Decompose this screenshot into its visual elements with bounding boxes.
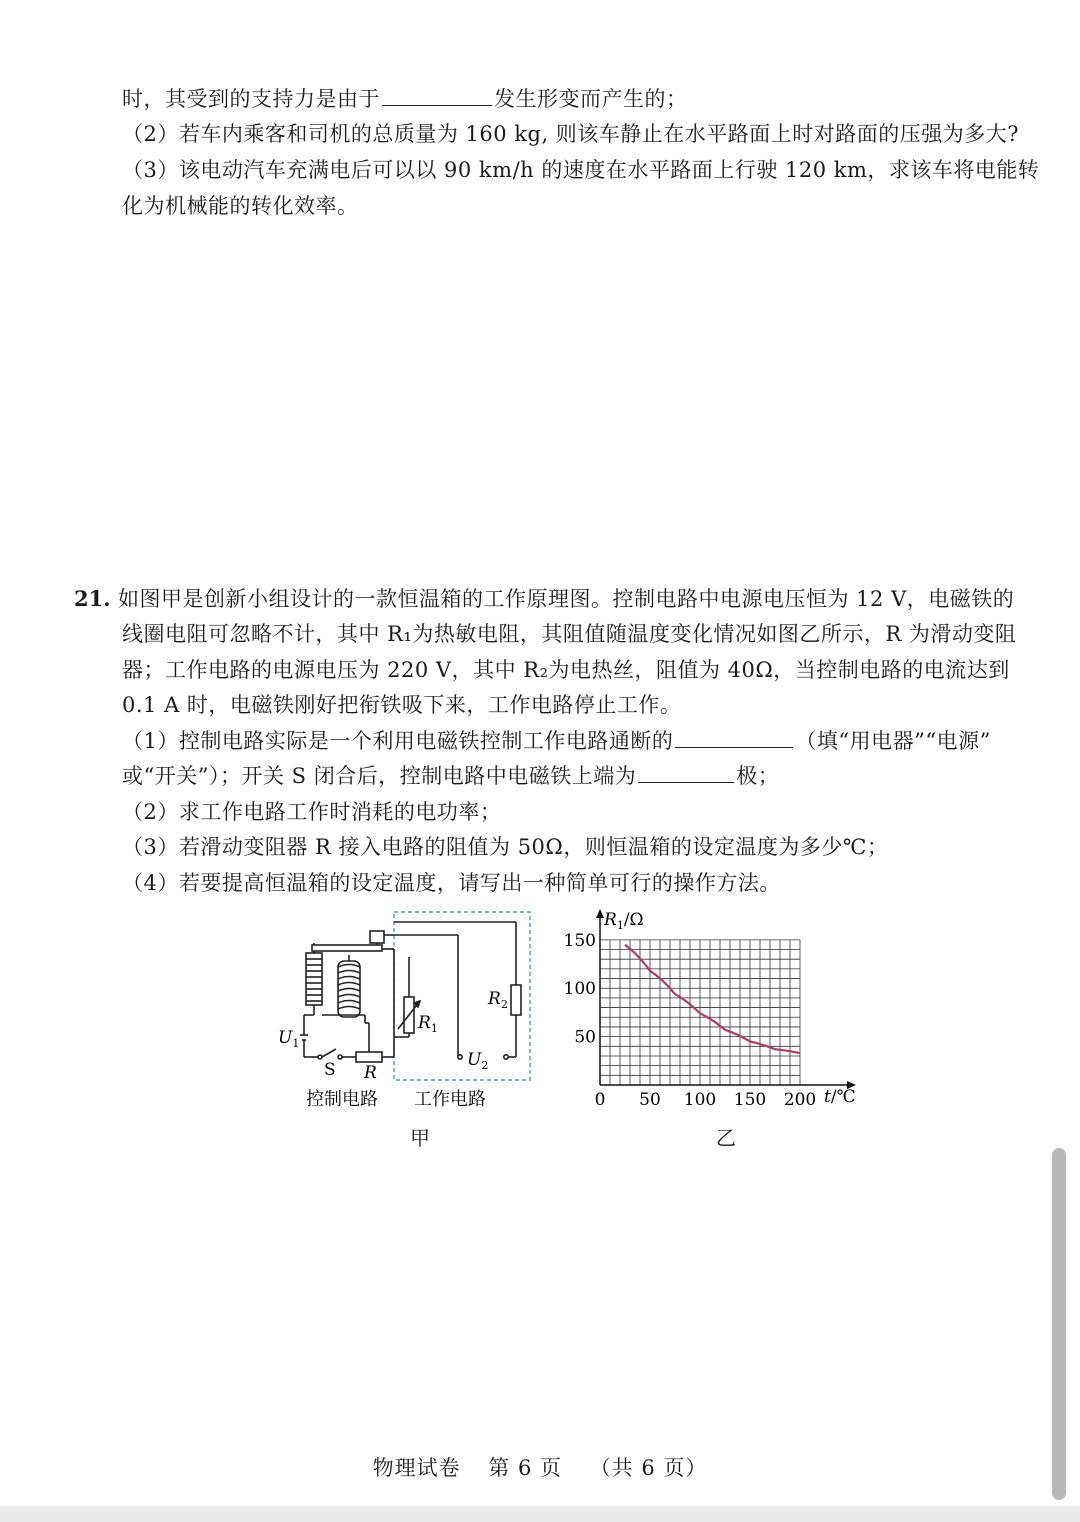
- y-tick-label: 50: [574, 1027, 596, 1048]
- thermistor-r1: [394, 957, 420, 1037]
- caption-work-circuit: 工作电路: [414, 1089, 486, 1110]
- y-tick-label: 150: [563, 930, 596, 951]
- work-circuit: [394, 922, 521, 1059]
- x-axis-label: t/℃: [824, 1087, 856, 1105]
- circuit-diagram: [270, 905, 540, 1115]
- q21-sub-1: [122, 726, 991, 756]
- x-tick-label: 50: [639, 1090, 661, 1105]
- q21-line-2: 线圈电阻可忽略不计，其中 R₁为热敏电阻，其阻值随温度变化情况如图乙所示，R 为滑动变阻: [122, 622, 1017, 646]
- q20-sub-2: （2）若车内乘客和司机的总质量为 160 kg, 则该车静止在水平路面上时对路面的压强为多大?: [122, 122, 1020, 146]
- y-axis-arrow: [596, 909, 604, 918]
- q21-sub-1-cont-text: 或“开关”）；开关 S 闭合后，控制电路中电磁铁上端为: [122, 764, 637, 788]
- thermistor-chart: [560, 905, 870, 1105]
- q21-sub-1-cont: [122, 761, 779, 791]
- label-r1: $R_1$: [418, 1013, 438, 1035]
- vertical-scrollbar[interactable]: [1052, 1148, 1066, 1500]
- q21-line-1: 如图甲是创新小组设计的一款恒温箱的工作原理图。控制电路中电源电压恒为 12 V，电磁铁的: [118, 587, 1015, 611]
- footer-subject: 物理试卷: [372, 1456, 461, 1480]
- bottom-bar: [0, 1506, 1080, 1522]
- chart-axes: [596, 909, 856, 1089]
- y-tick-label: 100: [563, 979, 596, 1000]
- q20-line-1: [122, 84, 688, 114]
- answer-blank: [675, 727, 793, 748]
- label-switch-s: S: [324, 1060, 336, 1080]
- label-u2: $U_2$: [467, 1050, 489, 1072]
- electromagnet: [304, 943, 365, 1023]
- figure-yi-title: 乙: [716, 1126, 736, 1150]
- q21-sub-2: （2）求工作电路工作时消耗的电功率；: [122, 800, 502, 824]
- q21-sub-1-text: （1）控制电路实际是一个利用电磁铁控制工作电路通断的: [122, 729, 674, 753]
- q21-sub-3: （3）若滑动变阻器 R 接入电路的阻值为 50Ω，则恒温箱的设定温度为多少℃；: [122, 835, 889, 859]
- q21-sub-1-tail: （填“用电器”“电源”: [795, 729, 991, 753]
- question-number: 21.: [74, 586, 111, 611]
- answer-blank: [382, 85, 492, 106]
- x-tick-label: 200: [783, 1090, 817, 1105]
- x-tick-label: 0: [594, 1090, 606, 1105]
- caption-control-circuit: 控制电路: [306, 1089, 378, 1110]
- q21-sub-4: （4）若要提高恒温箱的设定温度，请写出一种简单可行的操作方法。: [122, 871, 781, 895]
- label-rheostat-r: R: [364, 1063, 377, 1083]
- x-tick-label: 150: [733, 1090, 767, 1105]
- label-u1: $U_1$: [278, 1028, 300, 1050]
- armature: [312, 931, 394, 951]
- y-axis-label: $R_1/\Omega$: [604, 910, 644, 932]
- footer-total-pages: （共 6 页）: [589, 1456, 708, 1480]
- q20-sub-3: （3）该电动汽车充满电后可以以 90 km/h 的速度在水平路面上行驶 120 km，求该车将电能转: [122, 158, 1040, 182]
- answer-blank: [638, 762, 734, 783]
- footer-page-number: 第 6 页: [488, 1456, 562, 1480]
- page-footer: [0, 1452, 1080, 1482]
- q20-line-1-text: 时，其受到的支持力是由于: [122, 87, 380, 111]
- q21-sub-1-cont-tail: 极；: [736, 764, 780, 788]
- q20-line-1-tail: 发生形变而产生的；: [494, 87, 688, 111]
- q21-line-4: 0.1 A 时，电磁铁刚好把衔铁吸下来，工作电路停止工作。: [122, 693, 682, 717]
- label-r2: $R_2$: [488, 989, 508, 1011]
- q20-sub-3-cont: 化为机械能的转化效率。: [122, 194, 359, 218]
- x-tick-label: 100: [683, 1090, 717, 1105]
- q21-line-3: 器；工作电路的电源电压为 220 V，其中 R₂为电热丝，阻值为 40Ω，当控制电路的电流达到: [122, 658, 1010, 682]
- figure-jia-title: 甲: [410, 1126, 430, 1150]
